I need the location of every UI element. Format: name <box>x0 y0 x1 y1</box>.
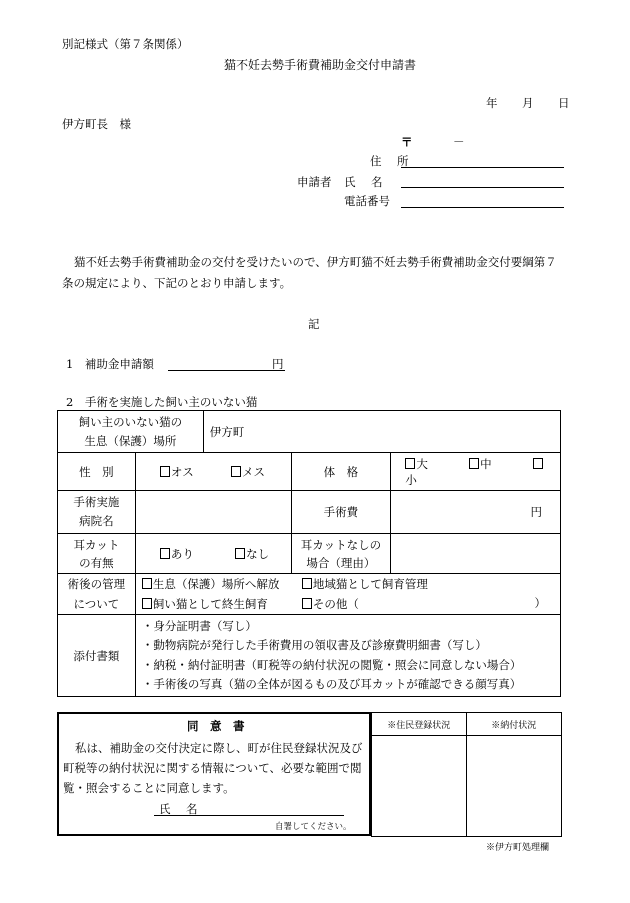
earcut-reason-value[interactable] <box>391 534 561 574</box>
size-large-checkbox[interactable]: 大 <box>405 457 428 471</box>
date-day-label: 日 <box>558 96 570 110</box>
body-text-line-2: 条の規定により、下記のとおり申請します。 <box>62 276 292 290</box>
size-options <box>391 453 561 491</box>
consent-text-line-3: 覧・照会することに同意します。 <box>63 781 235 795</box>
cat-info-table <box>57 410 561 697</box>
ki-heading: 記 <box>308 317 320 331</box>
location-label: 飼い主のいない猫の 生息（保護）場所 <box>58 411 204 453</box>
attachments-label: 添付書類 <box>58 615 136 697</box>
office-use-table <box>371 712 562 837</box>
sign-note: 自署してください。 <box>275 822 352 832</box>
applicant-label: 申請者 <box>297 175 332 189</box>
table-row <box>58 411 561 453</box>
hospital-value[interactable] <box>135 491 291 534</box>
fee-value[interactable] <box>391 491 561 534</box>
sex-male-checkbox[interactable]: オス <box>160 465 194 479</box>
earcut-no-checkbox[interactable]: なし <box>235 547 269 561</box>
consent-text-line-2: 町税等の納付状況に関する情報について、必要な範囲で閲 <box>63 761 362 775</box>
fee-label: 手術費 <box>291 491 391 534</box>
size-medium-checkbox[interactable]: 中 <box>469 457 492 471</box>
address-field[interactable] <box>401 167 564 168</box>
address-label: 住 所 <box>370 154 411 168</box>
mgmt-release-checkbox[interactable]: 生息（保護）場所へ解放 <box>142 574 302 594</box>
item2-label: 2 手術を実施した飼い主のいない猫 <box>66 395 258 409</box>
resident-status-cell[interactable] <box>372 736 467 837</box>
earcut-label: 耳カット の有無 <box>58 534 136 574</box>
fee-unit: 円 <box>530 505 542 519</box>
table-row <box>58 574 561 615</box>
date-year-label: 年 <box>486 96 498 110</box>
size-label: 体 格 <box>291 453 391 491</box>
phone-field[interactable] <box>401 207 564 208</box>
mgmt-pet-checkbox[interactable]: 飼い猫として終生飼育 <box>142 594 302 614</box>
mgmt-other-checkbox[interactable]: その他（ <box>302 597 359 611</box>
office-use-note: ※伊方町処理欄 <box>486 843 550 853</box>
sex-options <box>135 453 291 491</box>
mgmt-other-close: ） <box>534 596 546 610</box>
attachments-list <box>135 615 560 697</box>
resident-status-header: ※住民登録状況 <box>372 713 467 736</box>
consent-text-line-1: 私は、補助金の交付決定に際し、町が住民登録状況及び <box>75 741 363 755</box>
payment-status-cell[interactable] <box>466 736 562 837</box>
postal-dash: － <box>453 135 465 149</box>
mgmt-community-checkbox[interactable]: 地域猫として飼育管理 <box>302 577 428 591</box>
name-field[interactable] <box>401 187 564 188</box>
list-item: ・身分証明書（写し） <box>141 618 257 633</box>
table-row <box>58 453 561 491</box>
earcut-options <box>135 534 291 574</box>
table-row <box>58 615 561 697</box>
management-label: 術後の管理 について <box>58 574 136 615</box>
item1-unit: 円 <box>272 357 284 371</box>
payment-status-header: ※納付状況 <box>466 713 562 736</box>
body-text-line-1: 猫不妊去勢手術費補助金の交付を受けたいので、伊方町猫不妊去勢手術費補助金交付要綱第７ <box>74 255 557 269</box>
date-month-label: 月 <box>522 96 534 110</box>
earcut-yes-checkbox[interactable]: あり <box>160 547 194 561</box>
list-item: ・手術後の写真（猫の全体が図るもの及び耳カットが確認できる顔写真） <box>141 677 522 691</box>
table-row <box>58 491 561 534</box>
subsidy-amount-field[interactable] <box>168 370 285 371</box>
item1-label: 1 補助金申請額 <box>66 357 154 371</box>
consent-title: 同 意 書 <box>187 719 245 733</box>
name-label: 氏 名 <box>344 175 385 189</box>
phone-label: 電話番号 <box>344 194 390 208</box>
list-item: ・納税・納付証明書（町税等の納付状況の閲覧・照会に同意しない場合） <box>141 657 522 672</box>
consent-signature-field[interactable] <box>154 815 344 816</box>
postal-mark: 〒 <box>401 135 413 149</box>
table-row <box>372 736 562 837</box>
form-title: 猫不妊去勢手術費補助金交付申請書 <box>224 58 417 72</box>
list-item: ・動物病院が発行した手術費用の領収書及び診療費明細書（写し） <box>141 638 487 652</box>
hospital-label: 手術実施 病院名 <box>58 491 136 534</box>
management-options <box>135 574 560 615</box>
earcut-reason-label: 耳カットなしの 場合（理由） <box>291 534 391 574</box>
size-small-checkbox[interactable]: 小 <box>405 457 544 487</box>
table-row <box>58 534 561 574</box>
consent-box <box>57 712 371 836</box>
form-reference: 別記様式（第７条関係） <box>62 37 189 51</box>
location-value[interactable]: 伊方町 <box>203 411 560 453</box>
sex-female-checkbox[interactable]: メス <box>231 465 265 479</box>
table-row <box>372 713 562 736</box>
addressee: 伊方町長 様 <box>62 117 131 131</box>
consent-name-label: 氏 名 <box>159 802 200 816</box>
sex-label: 性 別 <box>58 453 136 491</box>
